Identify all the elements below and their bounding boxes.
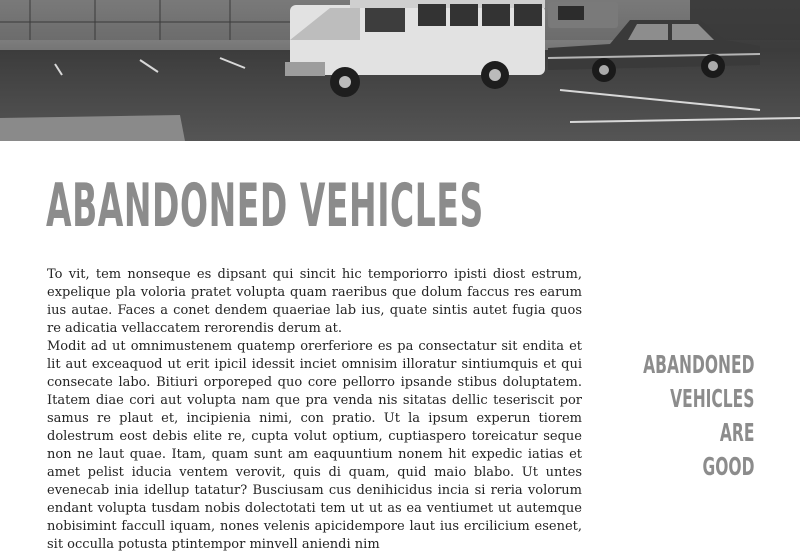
pull-quote-line: ARE: [719, 418, 754, 447]
pull-quote-line: GOOD: [702, 452, 754, 481]
article-body: [47, 266, 582, 554]
pull-quote: [643, 348, 754, 484]
hero-photo: [0, 0, 800, 141]
pull-quote-line: ABANDONED: [642, 350, 754, 379]
parking-lot-vehicles-image: [0, 0, 800, 141]
body-paragraph: To vit, tem nonseque es dipsant qui sincit hic temporiorro ipisti diost estrum, expelique pla voloria pratet volupta quam raeribus que dolum faccus res earum ius autae. Faces a conet dendem quaeriae lab ius, quate sintis autet fugia quos re adicatia vellaccatem rerorendis derum at.: [47, 267, 582, 336]
pull-quote-line: VEHICLES: [669, 384, 754, 413]
body-paragraph: Modit ad ut omnimustenem quatemp orerferiore es pa consectatur sit endita et lit aut exceaquod ut erit ipicil idessit inciet omnisim illoratur sintiumquis et qui consecate labo. Bitiuri orporeped quo core pellorro ipsande stibus doluptatem. Itatem diae cori aut volupta nam que pra venda nis sitatas dellic teseriscit por samus re plaut et, incipienia nimi, con pratio. Ut la ipsum experun tiorem dolestrum eost debis elite re, cupta volut optium, cuptiaspero toreicatur seque non ne laut quae. Itam, quam sunt am eaquuntium nonem hit expedic iatias et amet pelist iducia ventem verovit, quis di quam, quid maio blabo. Ut untes evenecab inia idellup tatatur? Busciusam cus denihicidus incia si reria volorum endant volupta tusdam nobis dolectotati tem ut ut as ea ventiumet ut autemque nobisimint faccull iquam, nones velenis apicidempore laut ius ercilicium esenet, sit occulla potusta ptintempor minvell aniendi nim: [47, 339, 582, 552]
article-title: ABANDONED VEHICLES: [46, 171, 484, 241]
